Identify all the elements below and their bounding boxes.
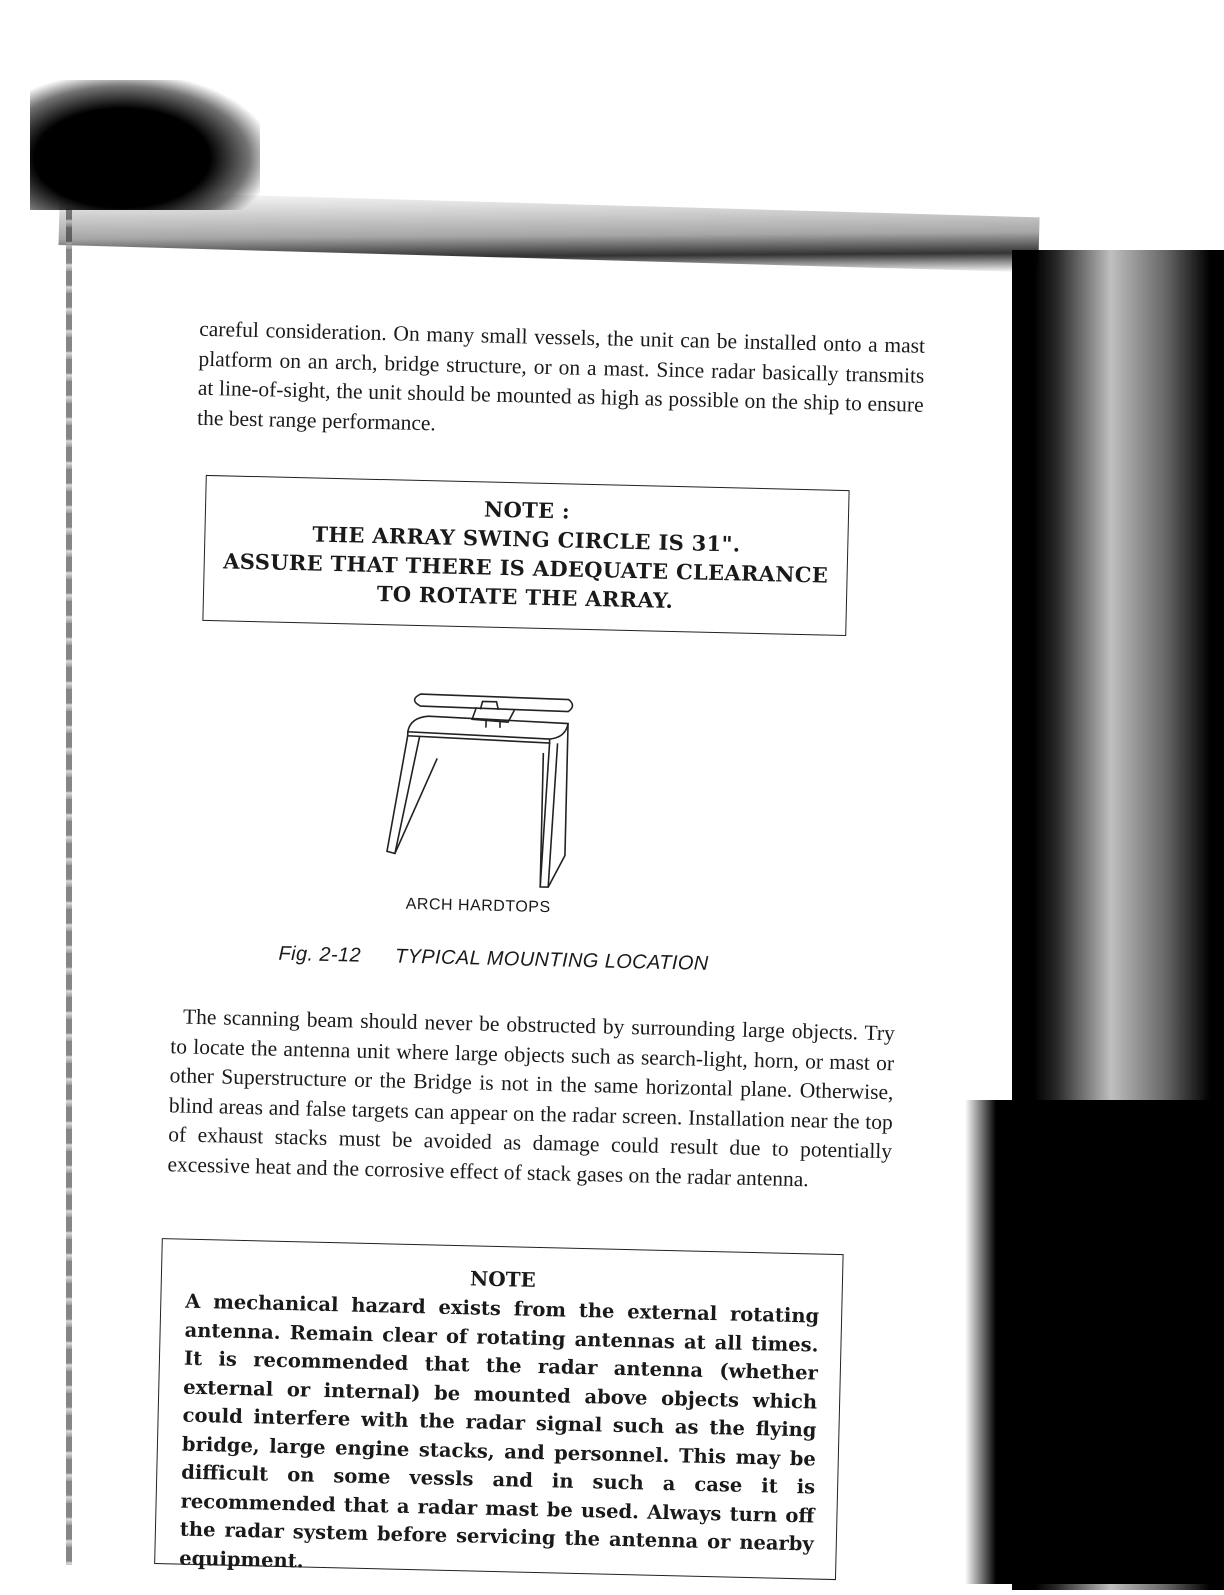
scanning-beam-paragraph: The scanning beam should never be obstructed by surrounding large objects. Try to locate the antenna unit where large objects such as search-light, horn, or mast or other Superstructure or the Bridge is not in the same horizontal plane. Otherwise, blind areas and false targets can appear on the radar screen. Installation near the top of exhaust stacks must be avoided as damage could result due to potentially excessive heat and the corrosive effect of stack gases on the radar antenna. — [167, 1004, 896, 1191]
note-body: A mechanical hazard exists from the external rotating antenna. Remain clear of rotating antennas at all times. It is recommended that the radar antenna (whether external or internal) be mounted above objects which could interfere with the radar signal such as the flying bridge, large engine stacks, and personnel. This may be difficult on some vessls and in such a case it is recommended that a radar mast be used. Always turn off the radar system before servicing the antenna or nearby equipment. — [179, 1289, 820, 1573]
figure-number: Fig. 2-12 — [278, 942, 362, 967]
intro-paragraph: careful consideration. On many small vessels, the unit can be installed onto a mast platform on an arch, bridge structure, or on a mast. Since radar basically transmits at line-of-sight, the unit should be mounted as high as possible on the ship to ensure the best range performance. — [196, 316, 926, 435]
note-line: TO ROTATE THE ARRAY. — [376, 580, 674, 613]
mechanical-hazard-note — [154, 1238, 843, 1580]
figure-caption — [278, 943, 709, 976]
manual-page — [58, 194, 1030, 1595]
figure-title: TYPICAL MOUNTING LOCATION — [394, 945, 709, 975]
drawing-label: ARCH HARDTOPS — [405, 895, 551, 917]
note-line: ASSURE THAT THERE IS ADEQUATE CLEARANCE — [222, 548, 829, 588]
note-line: THE ARRAY SWING CIRCLE IS 31". — [312, 521, 741, 557]
arch-hardtop-illustration — [364, 673, 589, 898]
note-title: NOTE : — [483, 496, 571, 524]
swing-circle-note — [202, 475, 849, 636]
note-title: NOTE — [469, 1266, 537, 1292]
